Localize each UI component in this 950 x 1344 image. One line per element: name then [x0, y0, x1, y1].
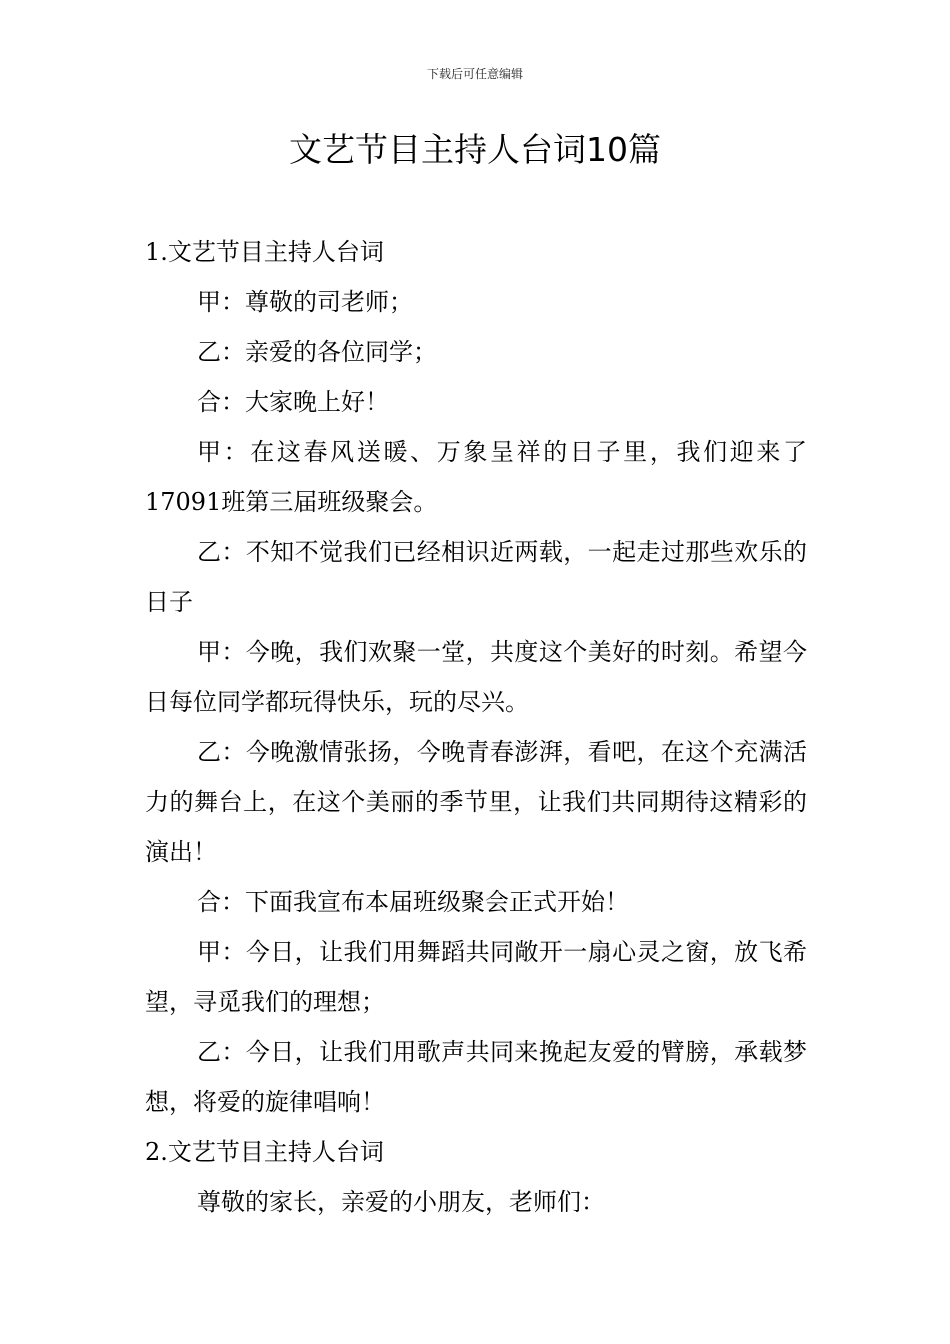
paragraph: 合：下面我宣布本届班级聚会正式开始！	[197, 888, 629, 916]
paragraph: 乙：今日，让我们用歌声共同来挽起友爱的臂膀，承载梦想，将爱的旋律唱响！	[145, 1038, 807, 1116]
document-title: 文艺节目主持人台词10篇	[289, 130, 661, 169]
header-note: 下载后可任意编辑	[426, 67, 523, 81]
paragraph-section-heading: 2.文艺节目主持人台词	[145, 1138, 384, 1166]
paragraph: 合：大家晚上好！	[197, 388, 389, 416]
paragraph: 乙：不知不觉我们已经相识近两载，一起走过那些欢乐的日子	[145, 538, 807, 616]
paragraph: 乙：亲爱的各位同学；	[197, 338, 437, 366]
paragraph: 甲：尊敬的司老师；	[197, 288, 413, 316]
document-body	[145, 227, 807, 1227]
paragraph: 乙：今晚激情张扬，今晚青春澎湃，看吧，在这个充满活力的舞台上，在这个美丽的季节里，让我们共同期待这精彩的演出！	[145, 738, 807, 866]
paragraph: 尊敬的家长，亲爱的小朋友，老师们：	[197, 1188, 605, 1216]
paragraph: 甲：在这春风送暖、万象呈祥的日子里，我们迎来了17091班第三届班级聚会。	[145, 438, 807, 516]
paragraph-section-heading: 1.文艺节目主持人台词	[145, 238, 384, 266]
paragraph: 甲：今晚，我们欢聚一堂，共度这个美好的时刻。希望今日每位同学都玩得快乐，玩的尽兴。	[145, 638, 807, 716]
paragraph: 甲：今日，让我们用舞蹈共同敞开一扇心灵之窗，放飞希望，寻觅我们的理想；	[145, 938, 807, 1016]
